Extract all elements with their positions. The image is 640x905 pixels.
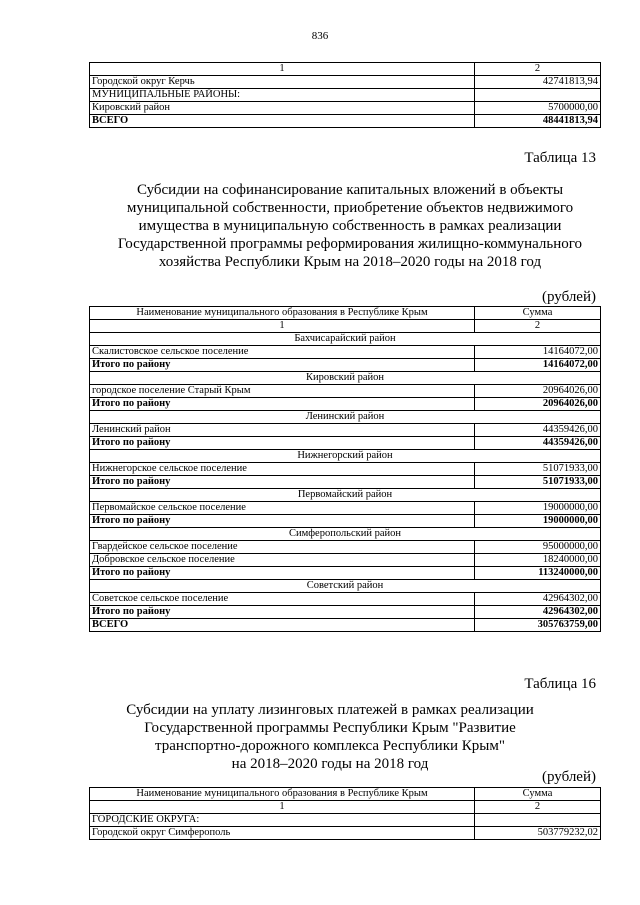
district-total-row <box>90 398 601 411</box>
title-line: транспортно-дорожного комплекса Республики Крым" <box>155 738 505 754</box>
total-sum: 42964302,00 <box>475 606 601 619</box>
title-line: Субсидии на уплату лизинговых платежей в рамках реализации <box>126 702 534 718</box>
table-13-title <box>60 181 640 271</box>
district-row-cell: Первомайский район <box>90 489 601 502</box>
row-sum: 42964302,00 <box>475 593 601 606</box>
column-number-row <box>90 801 601 814</box>
total-label: Итого по району <box>90 567 475 580</box>
table-row <box>90 541 601 554</box>
row-name: Первомайское сельское поселение <box>90 502 475 515</box>
row-sum: 48441813,94 <box>475 115 601 128</box>
row-sum <box>475 89 601 102</box>
row-name: ВСЕГО <box>90 115 475 128</box>
row-sum: 18240000,00 <box>475 554 601 567</box>
title-line: хозяйства Республики Крым на 2018–2020 годы на 2018 год <box>158 254 542 270</box>
total-sum: 113240000,00 <box>475 567 601 580</box>
row-sum: 5700000,00 <box>475 102 601 115</box>
table-row <box>90 102 601 115</box>
table-row <box>90 554 601 567</box>
header-row <box>90 788 601 801</box>
table-row <box>90 502 601 515</box>
row-name: ГОРОДСКИЕ ОКРУГА: <box>90 814 475 827</box>
district-total-row <box>90 515 601 528</box>
district-row-cell: Ленинский район <box>90 411 601 424</box>
table-13 <box>89 306 601 632</box>
row-name: Советское сельское поселение <box>90 593 475 606</box>
table-16-unit: (рублей) <box>541 769 596 785</box>
row-name: Городской округ Симферополь <box>90 827 475 840</box>
column-header-name: Наименование муниципального образования в Республике Крым <box>90 788 475 801</box>
total-sum: 44359426,00 <box>475 437 601 450</box>
district-total-row <box>90 359 601 372</box>
row-name: Нижнегорское сельское поселение <box>90 463 475 476</box>
row-name: Ленинский район <box>90 424 475 437</box>
column-header-sum: Сумма <box>475 788 601 801</box>
row-sum: 44359426,00 <box>475 424 601 437</box>
table-row <box>90 89 601 102</box>
district-total-row <box>90 606 601 619</box>
table-row <box>90 115 601 128</box>
column-header-sum: Сумма <box>475 307 601 320</box>
table-16 <box>89 787 601 840</box>
district-total-row <box>90 476 601 489</box>
table-16-label: Таблица 16 <box>524 676 596 692</box>
row-sum <box>475 814 601 827</box>
column-number: 1 <box>90 801 475 814</box>
table-row <box>90 385 601 398</box>
table-row <box>90 346 601 359</box>
district-row-cell: Нижнегорский район <box>90 450 601 463</box>
row-name: Добровское сельское поселение <box>90 554 475 567</box>
page-number: 836 <box>311 30 329 42</box>
table-13-unit: (рублей) <box>541 289 596 305</box>
district-row <box>90 372 601 385</box>
total-label: Итого по району <box>90 437 475 450</box>
row-sum: 42741813,94 <box>475 76 601 89</box>
title-line: Государственной программы Республики Крым "Развитие <box>144 720 516 736</box>
table-row <box>90 463 601 476</box>
district-row-cell: Бахчисарайский район <box>90 333 601 346</box>
district-row <box>90 411 601 424</box>
total-label: Итого по району <box>90 515 475 528</box>
district-row <box>90 333 601 346</box>
header-row <box>90 307 601 320</box>
grand-total-row <box>90 619 601 632</box>
grand-total-sum: 305763759,00 <box>475 619 601 632</box>
continuation-table <box>89 62 601 128</box>
title-line: Субсидии на софинансирование капитальных вложений в объекты <box>136 182 564 198</box>
column-number-row <box>90 320 601 333</box>
table-row <box>90 814 601 827</box>
column-number: 1 <box>90 63 475 76</box>
title-line: муниципальной собственности, приобретение объектов недвижимого <box>126 200 574 216</box>
grand-total-label: ВСЕГО <box>90 619 475 632</box>
row-name: Городской округ Керчь <box>90 76 475 89</box>
table-row <box>90 827 601 840</box>
total-label: Итого по району <box>90 359 475 372</box>
district-total-row <box>90 567 601 580</box>
district-row <box>90 489 601 502</box>
total-sum: 51071933,00 <box>475 476 601 489</box>
total-label: Итого по району <box>90 606 475 619</box>
row-sum: 503779232,02 <box>475 827 601 840</box>
title-line: имущества в муниципальную собственность в рамках реализации <box>138 218 562 234</box>
column-number: 2 <box>475 63 601 76</box>
row-sum: 14164072,00 <box>475 346 601 359</box>
district-row <box>90 580 601 593</box>
district-row <box>90 450 601 463</box>
district-row <box>90 528 601 541</box>
table-row <box>90 593 601 606</box>
row-name: Скалистовское сельское поселение <box>90 346 475 359</box>
column-number: 2 <box>475 801 601 814</box>
district-row-cell: Кировский район <box>90 372 601 385</box>
row-name: Гвардейское сельское поселение <box>90 541 475 554</box>
row-name: Кировский район <box>90 102 475 115</box>
row-sum: 51071933,00 <box>475 463 601 476</box>
total-sum: 14164072,00 <box>475 359 601 372</box>
column-number-row <box>90 63 601 76</box>
district-total-row <box>90 437 601 450</box>
title-line: на 2018–2020 годы на 2018 год <box>231 756 429 772</box>
district-row-cell: Симферопольский район <box>90 528 601 541</box>
total-label: Итого по району <box>90 398 475 411</box>
table-row <box>90 424 601 437</box>
row-sum: 95000000,00 <box>475 541 601 554</box>
column-number: 2 <box>475 320 601 333</box>
title-line: Государственной программы реформирования жилищно-коммунального <box>117 236 583 252</box>
column-number: 1 <box>90 320 475 333</box>
district-row-cell: Советский район <box>90 580 601 593</box>
row-sum: 20964026,00 <box>475 385 601 398</box>
total-sum: 20964026,00 <box>475 398 601 411</box>
table-row <box>90 76 601 89</box>
table-13-label: Таблица 13 <box>524 150 596 166</box>
total-sum: 19000000,00 <box>475 515 601 528</box>
row-sum: 19000000,00 <box>475 502 601 515</box>
row-name: МУНИЦИПАЛЬНЫЕ РАЙОНЫ: <box>90 89 475 102</box>
table-16-title <box>40 701 620 773</box>
total-label: Итого по району <box>90 476 475 489</box>
row-name: городское поселение Старый Крым <box>90 385 475 398</box>
column-header-name: Наименование муниципального образования в Республике Крым <box>90 307 475 320</box>
